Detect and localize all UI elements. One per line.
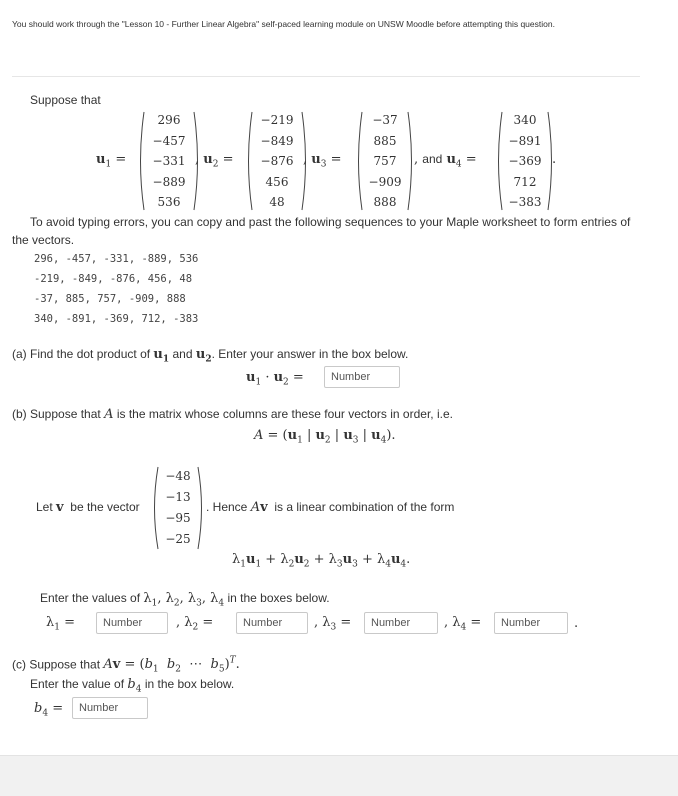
u1-label: $u_1$ = — [96, 152, 127, 170]
u1-entry: −331 — [152, 154, 186, 168]
enter-b4-text: Enter the value of $b_4$ in the box below. — [30, 677, 235, 695]
dot-product-input[interactable] — [324, 366, 400, 388]
b4-input[interactable] — [72, 697, 148, 719]
u2-entry: −219 — [260, 113, 294, 127]
lambda2-label: , $\lambda_2$ = — [176, 615, 214, 633]
u3-entry: 757 — [373, 154, 397, 168]
u4-entry: −383 — [508, 195, 542, 209]
u4-entry: −891 — [508, 133, 542, 148]
lambda1-label: $\lambda_1$ = — [46, 615, 76, 633]
v-entry: −48 — [165, 469, 191, 483]
u2-vector — [244, 110, 310, 213]
period: . — [552, 152, 557, 167]
divider — [12, 76, 640, 77]
lambda3-input[interactable] — [364, 612, 438, 634]
u1-vector — [136, 110, 202, 213]
u2-label: , $u_2$ = — [195, 152, 234, 170]
u2-entry: −849 — [260, 133, 294, 148]
b4-label: $b_4$ = — [34, 701, 64, 719]
u1-entry: −457 — [152, 133, 186, 148]
left-paren — [354, 111, 364, 211]
sequence-u2: -219, -849, -876, 456, 48 — [34, 273, 193, 285]
copy-instructions-cont: the vectors. — [12, 233, 75, 247]
u3-label: , $u_3$ = — [303, 152, 342, 170]
u4-entry: 340 — [513, 113, 537, 127]
sequence-u1: 296, -457, -331, -889, 536 — [34, 253, 199, 265]
u3-vector — [354, 110, 416, 213]
u1-entry: −889 — [152, 174, 186, 189]
period: . — [574, 616, 579, 631]
u3-entry: 885 — [373, 133, 397, 148]
u3-entry: 888 — [373, 195, 397, 209]
u1-entry: 536 — [157, 195, 181, 209]
u4-label: , and $u_4$ = — [414, 152, 477, 170]
part-c-question: (c) Suppose that $Av = (b_1$ $b_2$ ⋯ $b_5)^T$. — [12, 656, 240, 675]
sequence-u4: 340, -891, -369, 712, -383 — [34, 313, 199, 325]
v-entry: −13 — [165, 490, 191, 504]
lambda3-label: , $\lambda_3$ = — [314, 615, 352, 633]
v-entry: −95 — [165, 511, 191, 525]
u2-entry: −876 — [260, 154, 294, 168]
left-paren — [136, 111, 146, 211]
sequence-u3: -37, 885, 757, -909, 888 — [34, 293, 186, 305]
u2-entry: 456 — [265, 174, 289, 189]
dot-product-label: $u_1 \cdot u_2$ = — [246, 370, 304, 388]
left-paren — [494, 111, 504, 211]
enter-lambdas-text: Enter the values of $\lambda_1$, $\lambda_2$, $\lambda_3$, $\lambda_4$ in the boxes below. — [40, 591, 330, 609]
matrix-definition: $A = (u_1$ | $u_2$ | $u_3$ | $u_4$). — [254, 428, 396, 446]
v-vector — [150, 466, 206, 550]
u3-entry: −909 — [368, 174, 402, 189]
u4-entry: 712 — [513, 174, 537, 189]
u2-entry: 48 — [269, 195, 285, 209]
left-paren — [150, 466, 160, 550]
lambda2-input[interactable] — [236, 612, 308, 634]
part-b-question: (b) Suppose that A is the matrix whose columns are these four vectors in order, i.e. — [12, 407, 453, 422]
u3-entry: −37 — [372, 113, 398, 127]
footer-bar — [0, 755, 678, 796]
lambda1-input[interactable] — [96, 612, 168, 634]
lambda4-label: , $\lambda_4$ = — [444, 615, 482, 633]
u4-entry: −369 — [508, 154, 542, 168]
u4-vector — [494, 110, 556, 213]
linear-combination: $\lambda_1u_1 + \lambda_2u_2 + \lambda_3u_3 + \lambda_4u_4$. — [232, 552, 411, 570]
left-paren — [244, 111, 254, 211]
part-a-question: (a) Find the dot product of $u_1$ and $u_2$. Enter your answer in the box below. — [12, 347, 409, 365]
copy-instructions: To avoid typing errors, you can copy and past the following sequences to your Maple worksheet to form entries of — [30, 215, 631, 229]
suppose-text: Suppose that — [30, 93, 101, 107]
u1-entry: 296 — [157, 113, 181, 127]
right-paren — [196, 466, 206, 550]
module-notice: You should work through the "Lesson 10 - Further Linear Algebra" self-paced learning module on UNSW Moodle before attempting this question. — [12, 19, 555, 29]
v-entry: −25 — [165, 532, 191, 546]
lambda4-input[interactable] — [494, 612, 568, 634]
hence-text: . Hence Av is a linear combination of the form — [206, 500, 455, 515]
let-v-text: Let v be the vector — [36, 500, 140, 515]
